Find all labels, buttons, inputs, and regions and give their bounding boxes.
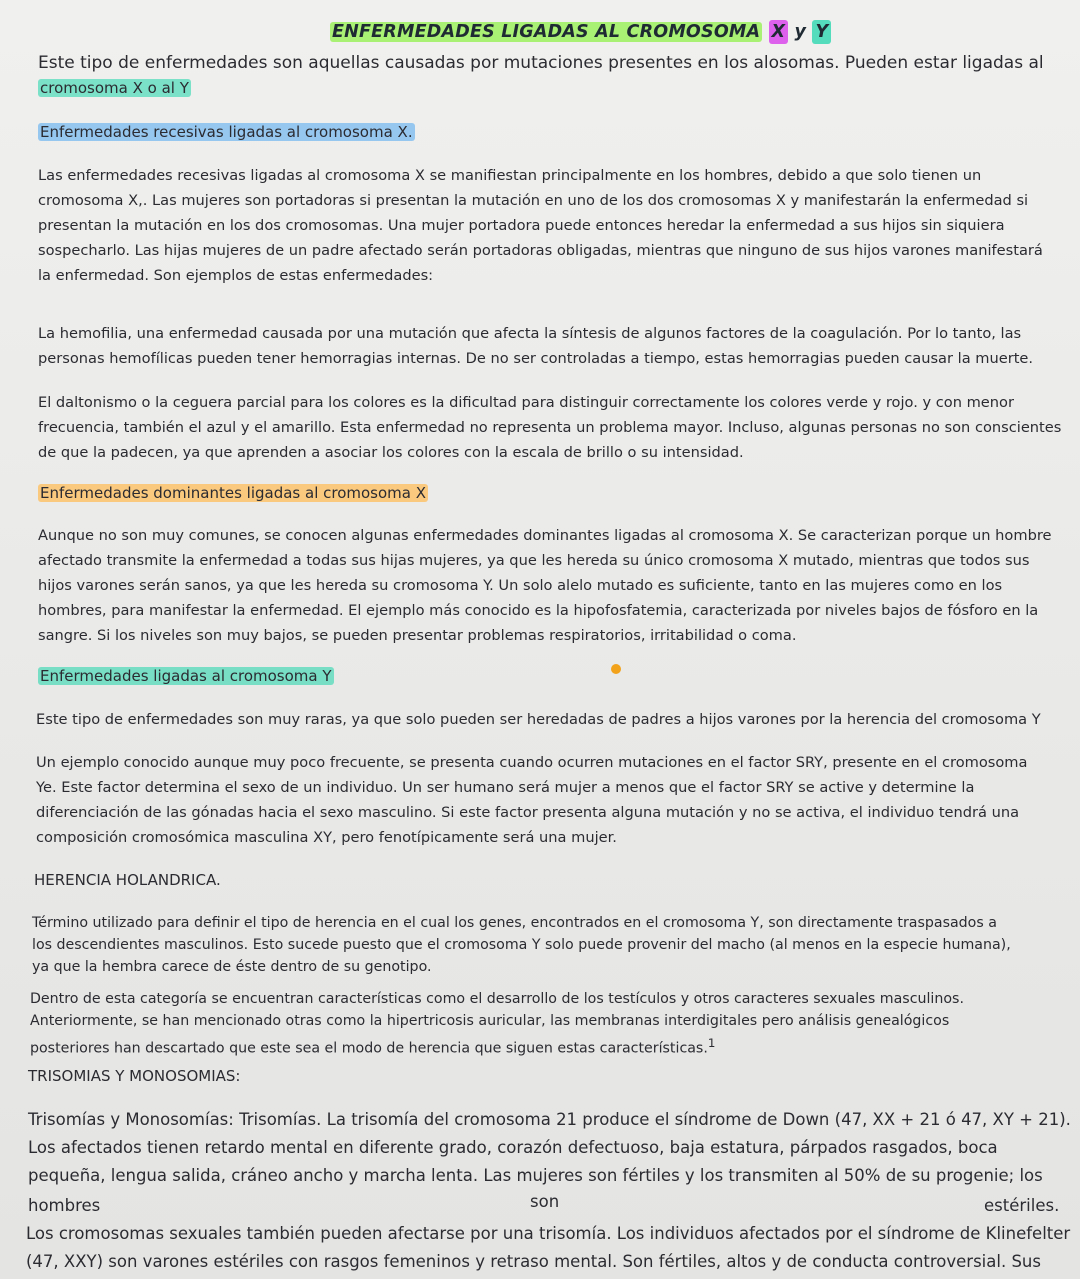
sry-line-4: composición cromosómica masculina XY, pero fenotípicamente será una mujer.: [36, 829, 617, 846]
dominant-line-3: hijos varones serán sanos, ya que les hereda su cromosoma Y. Un solo alelo mutado es suficiente, tanto en las mujeres como en los: [38, 577, 1003, 594]
heading-trisomias: TRISOMIAS Y MONOSOMIAS:: [28, 1067, 241, 1085]
intro-line-2: cromosoma X o al Y: [40, 79, 189, 97]
trisomias-line-4-end: estériles.: [984, 1196, 1060, 1215]
recessive-line-1: Las enfermedades recesivas ligadas al cromosoma X se manifiestan principalmente en los hombres, debido a que solo tienen un: [38, 167, 982, 184]
holandrica-line-2: los descendientes masculinos. Esto sucede puesto que el cromosoma Y solo puede provenir del macho (al menos en la especie humana),: [32, 937, 1011, 953]
trisomias-line-4-start: hombres: [28, 1196, 101, 1215]
holandrica-line-3: ya que la hembra carece de éste dentro de su genotipo.: [32, 959, 432, 975]
categoria-line-3: posteriores han descartado que este sea el modo de herencia que siguen estas características.$^1$: [30, 1036, 716, 1057]
daltonismo-line-1: El daltonismo o la ceguera parcial para los colores es la dificultad para distinguir correctamente los colores verde y rojo. y con menor: [38, 394, 1014, 411]
categoria-line-2: Anteriormente, se han mencionado otras como la hipertricosis auricular, las membranas interdigitales pero análisis genealógicos: [30, 1013, 950, 1029]
title-conjunction: y: [794, 22, 807, 42]
trisomias-line-2: Los afectados tienen retardo mental en diferente grado, corazón defectuoso, baja estatura, párpados rasgados, boca: [28, 1138, 998, 1157]
title-chromosome-x: X: [769, 20, 789, 44]
trisomias-line-3: pequeña, lengua salida, cráneo ancho y marcha lenta. Las mujeres son fértiles y los transmiten al 50% de su progenie; los: [28, 1166, 1043, 1185]
sry-line-3: diferenciación de las gónadas hacia el sexo masculino. Si este factor presenta alguna mutación y no se activa, el individuo tendrá una: [36, 804, 1020, 821]
dominant-line-2: afectado transmite la enfermedad a todas sus hijas mujeres, ya que les hereda su único cromosoma X mutado, mientras que todos sus: [38, 552, 1030, 569]
y-intro: Este tipo de enfermedades son muy raras, ya que solo pueden ser heredadas de padres a hijos varones por la herencia del cromosoma Y: [36, 711, 1041, 728]
recessive-line-4: sospecharlo. Las hijas mujeres de un padre afectado serán portadoras obligadas, mientras que ninguno de sus hijos varones manifestará: [38, 242, 1043, 259]
hemofilia-line-1: La hemofilia, una enfermedad causada por una mutación que afecta la síntesis de algunos factores de la coagulación. Por lo tanto, las: [38, 325, 1022, 342]
heading-holandrica: HERENCIA HOLANDRICA.: [34, 871, 221, 889]
recessive-line-3: presentan la mutación en los dos cromosomas. Una mujer portadora puede entonces heredar la enfermedad a sus hijos sin siquiera: [38, 217, 1005, 234]
ink-dot: [611, 664, 621, 674]
dominant-line-5: sangre. Si los niveles son muy bajos, se pueden presentar problemas respiratorios, irritabilidad o coma.: [38, 627, 797, 644]
holandrica-line-1: Término utilizado para definir el tipo de herencia en el cual los genes, encontrados en el cromosoma Y, son directamente traspasados a: [32, 915, 997, 931]
title-text: ENFERMEDADES LIGADAS AL CROMOSOMA: [332, 22, 761, 42]
trisomias-line-1: Trisomías y Monosomías: Trisomías. La trisomía del cromosoma 21 produce el síndrome de Down (47, XX + 21 ó 47, XY + 21).: [28, 1110, 1071, 1129]
recessive-line-2: cromosoma X,. Las mujeres son portadoras si presentan la mutación en uno de los dos cromosomas X y manifestarán la enfermedad si: [38, 192, 1029, 209]
sry-line-2: Ye. Este factor determina el sexo de un individuo. Un ser humano será mujer a menos que el factor SRY se active y determine la: [36, 779, 975, 796]
daltonismo-line-3: de que la padecen, ya que aprenden a asociar los colores con la escala de brillo o su intensidad.: [38, 444, 744, 461]
intro-line-1: Este tipo de enfermedades son aquellas causadas por mutaciones presentes en los alosomas. Pueden estar ligadas al: [38, 53, 1044, 73]
klinefelter-line-2: (47, XXY) son varones estériles con rasgos femeninos y retraso mental. Son fértiles, altos y de conducta controversial. Sus: [26, 1252, 1041, 1271]
heading-y: Enfermedades ligadas al cromosoma Y: [40, 667, 332, 685]
heading-dominant: Enfermedades dominantes ligadas al cromosoma X: [40, 484, 427, 502]
title-chromosome-y: Y: [812, 20, 831, 44]
dominant-line-4: hombres, para manifestar la enfermedad. El ejemplo más conocido es la hipofosfatemia, caracterizada por niveles bajos de fósforo en la: [38, 602, 1039, 619]
footnote-mark: 1: [707, 1036, 716, 1050]
dominant-line-1: Aunque no son muy comunes, se conocen algunas enfermedades dominantes ligadas al cromosoma X. Se caracterizan porque un hombre: [38, 527, 1052, 544]
hemofilia-line-2: personas hemofílicas pueden tener hemorragias internas. De no ser controladas a tiempo, estas hemorragias pueden causar la muerte.: [38, 350, 1034, 367]
trisomias-line-4-mid: son: [530, 1192, 560, 1211]
klinefelter-line-1: Los cromosomas sexuales también pueden afectarse por una trisomía. Los individuos afectados por el síndrome de Klinefelter: [26, 1224, 1071, 1243]
recessive-line-5: la enfermedad. Son ejemplos de estas enfermedades:: [38, 267, 434, 284]
daltonismo-line-2: frecuencia, también el azul y el amarillo. Esta enfermedad no representa un problema mayor. Incluso, algunas personas no son conscientes: [38, 419, 1062, 436]
categoria-line-1: Dentro de esta categoría se encuentran características como el desarrollo de los testículos y otros caracteres sexuales masculinos.: [30, 991, 964, 1007]
document-title: [330, 22, 831, 42]
heading-recessive: Enfermedades recesivas ligadas al cromosoma X.: [40, 123, 413, 141]
sry-line-1: Un ejemplo conocido aunque muy poco frecuente, se presenta cuando ocurren mutaciones en el factor SRY, presente en el cromosoma: [36, 754, 1028, 771]
